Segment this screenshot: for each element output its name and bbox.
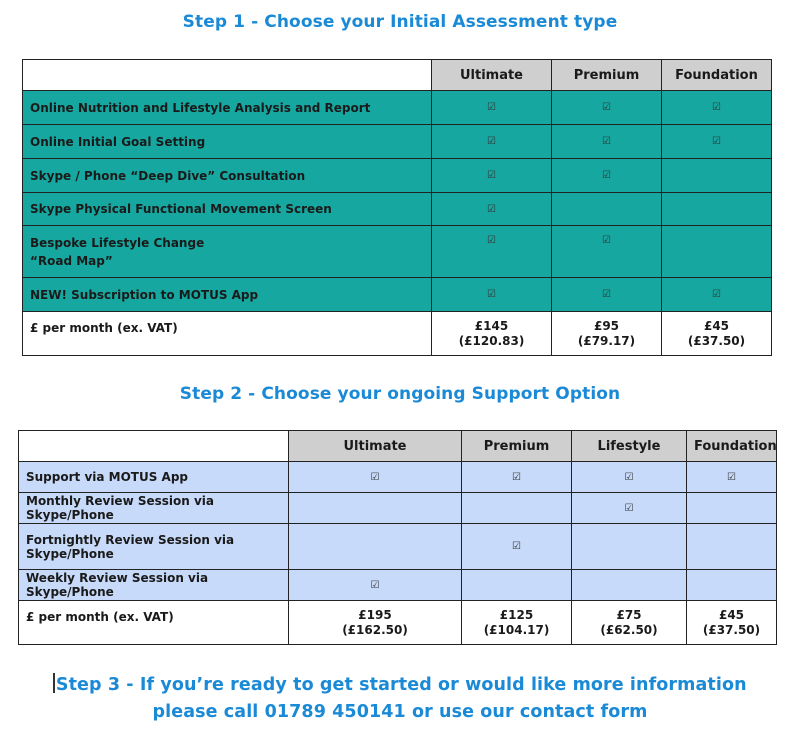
table-row [19, 493, 777, 524]
row-label: Online Nutrition and Lifestyle Analysis and Report [23, 91, 432, 125]
checkbox-icon: ☑ [462, 524, 572, 570]
price-foundation [687, 601, 777, 645]
checkbox-icon: ☑ [432, 278, 552, 312]
checkbox-icon: ☑ [662, 125, 772, 159]
price-main: £145 [474, 318, 509, 333]
step1-heading: Step 1 - Choose your Initial Assessment type [182, 12, 618, 32]
price-main: £95 [593, 318, 620, 333]
table-row [23, 125, 772, 159]
checkbox-icon: ☑ [462, 462, 572, 493]
row-label: Skype Physical Functional Movement Screen [23, 193, 432, 226]
text-cursor [53, 673, 55, 693]
table-row [23, 193, 772, 226]
row-label: NEW! Subscription to MOTUS App [23, 278, 432, 312]
price-premium [552, 312, 662, 356]
support-table [18, 430, 777, 645]
price-label: £ per month (ex. VAT) [23, 312, 432, 356]
checkbox-icon: ☑ [289, 570, 462, 601]
price-main: £195 [358, 607, 392, 622]
row-label [23, 226, 432, 278]
checkbox-icon [662, 159, 772, 193]
table-row [23, 278, 772, 312]
checkbox-icon [687, 524, 777, 570]
table-header-row [23, 60, 772, 91]
price-exvat: (£37.50) [687, 333, 746, 348]
price-premium [462, 601, 572, 645]
checkbox-icon: ☑ [572, 462, 687, 493]
column-header-foundation: Foundation [662, 60, 772, 91]
step3-line2: please call 01789 450141 or use our contact form [152, 702, 648, 722]
checkbox-icon: ☑ [432, 91, 552, 125]
row-label [19, 524, 289, 570]
price-main: £125 [499, 607, 534, 622]
step3-line1 [0, 672, 800, 699]
header-blank-cell [19, 431, 289, 462]
step3-heading [0, 672, 800, 726]
checkbox-icon: ☑ [552, 226, 662, 278]
step3-line1-text: Step 3 - If you’re ready to get started or would like more information [55, 675, 747, 695]
checkbox-icon [572, 570, 687, 601]
row-label: Weekly Review Session via Skype/Phone [19, 570, 289, 601]
checkbox-icon [662, 226, 772, 278]
price-exvat: (£162.50) [342, 622, 408, 637]
column-header-ultimate: Ultimate [432, 60, 552, 91]
checkbox-icon [289, 493, 462, 524]
step2-heading: Step 2 - Choose your ongoing Support Option [179, 384, 621, 404]
checkbox-icon: ☑ [552, 125, 662, 159]
checkbox-icon: ☑ [662, 278, 772, 312]
checkbox-icon: ☑ [552, 91, 662, 125]
price-ultimate [289, 601, 462, 645]
price-row [23, 312, 772, 356]
price-exvat: (£79.17) [577, 333, 636, 348]
checkbox-icon: ☑ [432, 125, 552, 159]
checkbox-icon: ☑ [552, 159, 662, 193]
row-label-line1: Fortnightly Review Session via [26, 532, 235, 547]
price-exvat: (£62.50) [600, 622, 658, 637]
row-label: Monthly Review Session via Skype/Phone [19, 493, 289, 524]
column-header-premium: Premium [552, 60, 662, 91]
table-row [23, 159, 772, 193]
price-main: £75 [616, 607, 642, 622]
checkbox-icon [687, 570, 777, 601]
checkbox-icon [552, 193, 662, 226]
table-header-row [19, 431, 777, 462]
row-label-line1: Bespoke Lifestyle Change [30, 235, 205, 250]
price-exvat: (£104.17) [483, 622, 550, 637]
column-header-foundation: Foundation [687, 431, 777, 462]
column-header-lifestyle: Lifestyle [572, 431, 687, 462]
row-label: Support via MOTUS App [19, 462, 289, 493]
table-row [23, 226, 772, 278]
checkbox-icon [289, 524, 462, 570]
row-label-line2: Skype/Phone [26, 546, 114, 561]
column-header-ultimate: Ultimate [289, 431, 462, 462]
checkbox-icon [662, 193, 772, 226]
price-foundation [662, 312, 772, 356]
checkbox-icon: ☑ [432, 226, 552, 278]
checkbox-icon [572, 524, 687, 570]
row-label: Online Initial Goal Setting [23, 125, 432, 159]
price-exvat: (£37.50) [702, 622, 761, 637]
row-label-line2: “Road Map” [30, 253, 113, 268]
price-label: £ per month (ex. VAT) [19, 601, 289, 645]
checkbox-icon: ☑ [552, 278, 662, 312]
price-lifestyle [572, 601, 687, 645]
checkbox-icon [462, 493, 572, 524]
price-ultimate [432, 312, 552, 356]
table-row [19, 524, 777, 570]
price-exvat: (£120.83) [458, 333, 525, 348]
checkbox-icon: ☑ [662, 91, 772, 125]
header-blank-cell [23, 60, 432, 91]
checkbox-icon: ☑ [432, 159, 552, 193]
checkbox-icon: ☑ [432, 193, 552, 226]
table-row [19, 462, 777, 493]
price-row [19, 601, 777, 645]
checkbox-icon [687, 493, 777, 524]
table-row [23, 91, 772, 125]
checkbox-icon: ☑ [572, 493, 687, 524]
row-label: Skype / Phone “Deep Dive” Consultation [23, 159, 432, 193]
price-main: £45 [718, 607, 745, 622]
assessment-table [22, 59, 772, 356]
column-header-premium: Premium [462, 431, 572, 462]
checkbox-icon: ☑ [687, 462, 777, 493]
price-main: £45 [703, 318, 730, 333]
table-row [19, 570, 777, 601]
checkbox-icon [462, 570, 572, 601]
checkbox-icon: ☑ [289, 462, 462, 493]
